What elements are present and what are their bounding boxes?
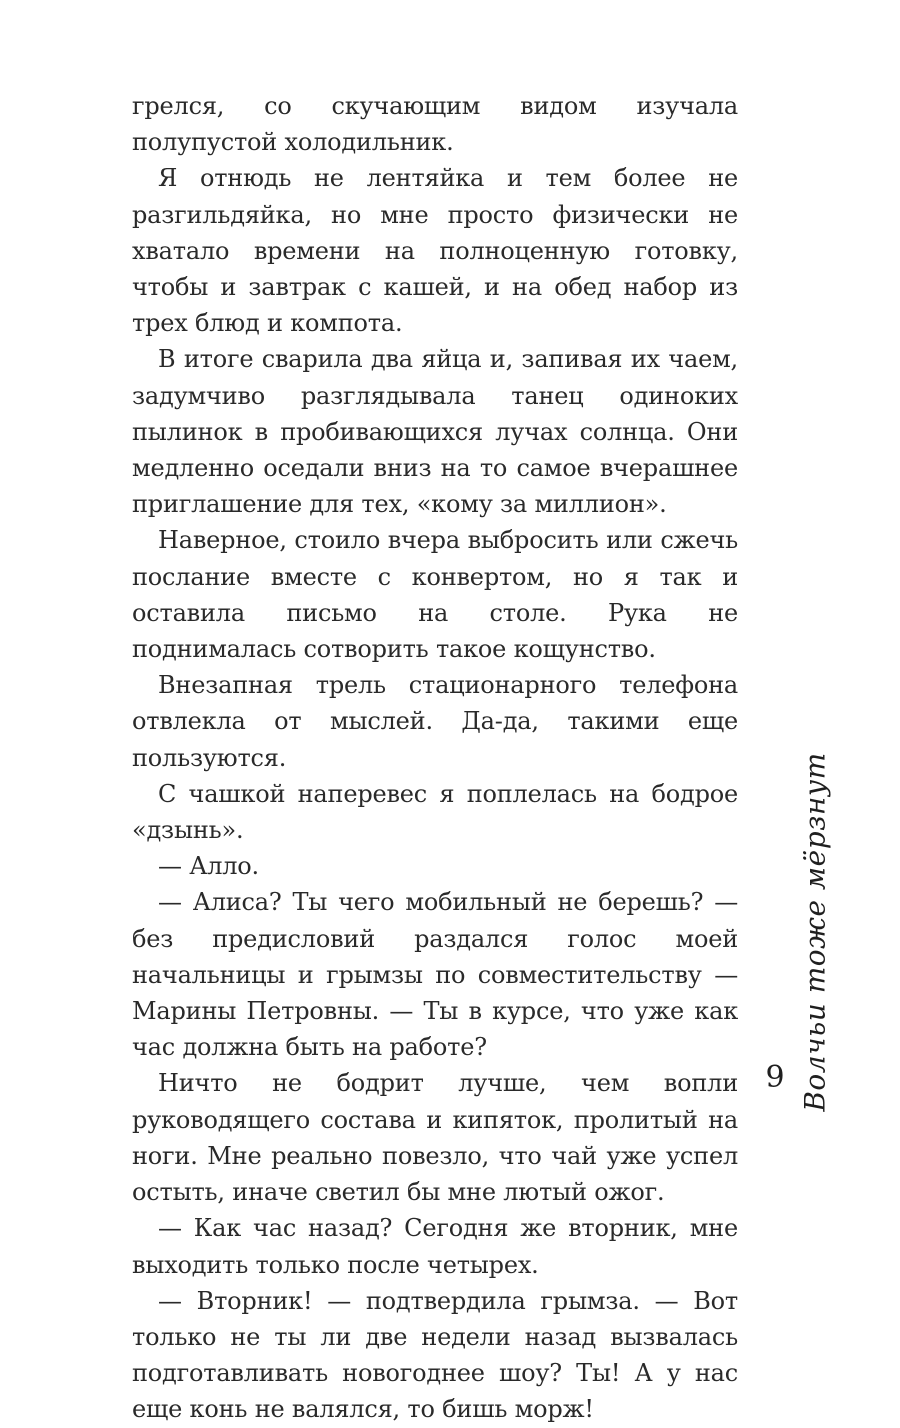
running-title-text: Волчьи тоже мёрзнут: [798, 752, 832, 1112]
paragraph-6: С чашкой наперевес я поплелась на бодрое «дзынь».: [132, 779, 738, 845]
paragraph-5: Внезапная трель стационарного телефона отвлекла от мыслей. Да-да, такими еще пользуются.: [132, 671, 738, 772]
page-number: 9: [765, 1060, 785, 1095]
paragraph-9: Ничто не бодрит лучше, чем вопли руководящего состава и кипяток, пролитый на ноги. Мне реально повезло, что чай уже успел остыть, иначе светил бы мне лютый ожог.: [132, 1069, 738, 1207]
paragraph-4: Наверное, стоило вчера выбросить или сжечь послание вместе с конвертом, но я так и оставила письмо на столе. Рука не поднималась сотворить такое кощунство.: [132, 526, 738, 664]
paragraph-2: Я отнюдь не лентяйка и тем более не разгильдяйка, но мне просто физически не хватало времени на полноценную готовку, чтобы и завтрак с кашей, и на обед набор из трех блюд и компота.: [132, 164, 738, 338]
paragraph-1: грелся, со скучающим видом изучала полупустой холодильник.: [132, 92, 738, 157]
paragraph-8: — Алиса? Ты чего мобильный не берешь? — без предисловий раздался голос моей начальницы и грымзы по совместительству — Марины Петровны. — Ты в курсе, что уже как час должна быть на работе?: [132, 888, 738, 1062]
paragraph-3: В итоге сварила два яйца и, запивая их чаем, задумчиво разглядывала танец одиноких пылинок в пробивающихся лучах солнца. Они медленно оседали вниз на то самое вчерашнее приглашение для тех, «кому за миллион».: [132, 345, 738, 519]
paragraph-7: — Алло.: [158, 852, 259, 881]
body-text: [132, 88, 738, 1428]
paragraph-11: — Вторник! — подтвердила грымза. — Вот только не ты ли две недели назад вызвалась подготавливать новогоднее шоу? Ты! А у нас еще конь не валялся, то бишь морж!: [132, 1286, 738, 1424]
paragraph-10: — Как час назад? Сегодня же вторник, мне выходить только после четырех.: [132, 1214, 738, 1279]
